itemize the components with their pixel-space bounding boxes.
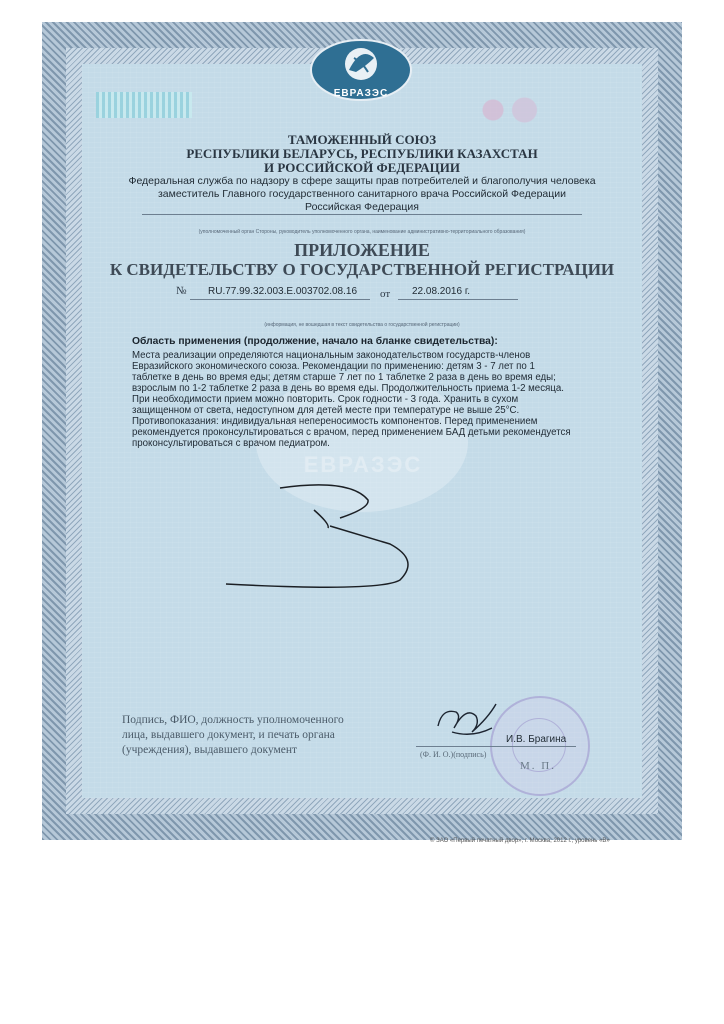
body-line: защищенном от света, недоступном для детей месте при температуре не выше 25°С. (132, 405, 520, 416)
body-line: Места реализации определяются национальным законодательством государств-членов (132, 350, 531, 361)
header-customs-union: ТАМОЖЕННЫЙ СОЮЗ (287, 132, 437, 147)
registration-caption: (информация, не вошедшая в текст свидетельства о государственной регистрации) (264, 322, 460, 328)
agency-line-3: Российская Федерация (305, 201, 419, 213)
document-subtitle: К СВИДЕТЕЛЬСТВУ О ГОСУДАРСТВЕННОЙ РЕГИСТРАЦИИ (109, 260, 615, 279)
signature-caption: (Ф. И. О.)(подпись) (420, 750, 487, 759)
signature-underline (416, 746, 576, 747)
registration-date: 22.08.2016 г. (412, 286, 471, 297)
watermark-label: ЕВРАЗЭС (303, 452, 423, 477)
header-republics: РЕСПУБЛИКИ БЕЛАРУСЬ, РЕСПУБЛИКИ КАЗАХСТАН (186, 146, 538, 161)
agency-line-1: Федеральная служба по надзору в сфере защиты прав потребителей и благополучия человека (128, 175, 596, 187)
agency-line-2: заместитель Главного государственного санитарного врача Российской Федерации (157, 188, 567, 200)
body-line: взрослым по 1-2 таблетке 2 раза в день во время еды. Продолжительность приема 1-2 месяца. (132, 383, 564, 394)
footer-signature-note-2: лица, выдавшего документ, и печать органа (122, 729, 335, 741)
seal-placeholder-label: М. П. (520, 760, 556, 772)
registration-number-label: № (176, 285, 187, 297)
handwritten-signature (432, 698, 502, 748)
body-line: проконсультироваться с врачом педиатром. (132, 438, 330, 449)
z-strikeout-mark (220, 480, 420, 600)
hologram-mark (466, 90, 556, 130)
agency-underline (142, 214, 582, 215)
printer-note: © ЗАО «Первый печатный двор», г. Москва, 2012 г., уровень «В» (430, 838, 610, 844)
signer-name: И.В. Брагина (506, 734, 567, 745)
agency-caption: (уполномоченный орган Стороны, руководитель уполномоченного органа, наименование административно-территориального образования) (198, 229, 526, 235)
body-line: Евразийского экономического союза. Рекомендации по применению: детям 3 - 7 лет по 1 (132, 361, 535, 372)
registration-date-label: от (380, 288, 391, 300)
registration-number-underline (190, 299, 370, 300)
body-line: рекомендуется проконсультироваться с врачом, перед применением БАД детьми рекомендуется (132, 427, 571, 438)
body-line: таблетке в день во время еды; детям старше 7 лет по 1 таблетке 2 раза в день во время еды; (132, 372, 556, 383)
registration-number: RU.77.99.32.003.E.003702.08.16 (208, 286, 358, 297)
security-pattern-strip (96, 92, 192, 118)
emblem-label: ЕВРАЗЭС (333, 88, 389, 99)
footer-signature-note-1: Подпись, ФИО, должность уполномоченного (122, 714, 344, 726)
body-line: При необходимости прием можно повторить. Срок годности - 3 года. Хранить в сухом (132, 394, 519, 405)
section-heading: Область применения (продолжение, начало на бланке свидетельства): (132, 336, 498, 347)
document-title: ПРИЛОЖЕНИЕ (294, 240, 430, 260)
header-russian-federation: И РОССИЙСКОЙ ФЕДЕРАЦИИ (264, 160, 460, 175)
footer-signature-note-3: (учреждения), выдавшего документ (122, 744, 298, 756)
registration-date-underline (398, 299, 518, 300)
body-line: Противопоказания: индивидуальная непереносимость компонентов. Перед применением (132, 416, 538, 427)
